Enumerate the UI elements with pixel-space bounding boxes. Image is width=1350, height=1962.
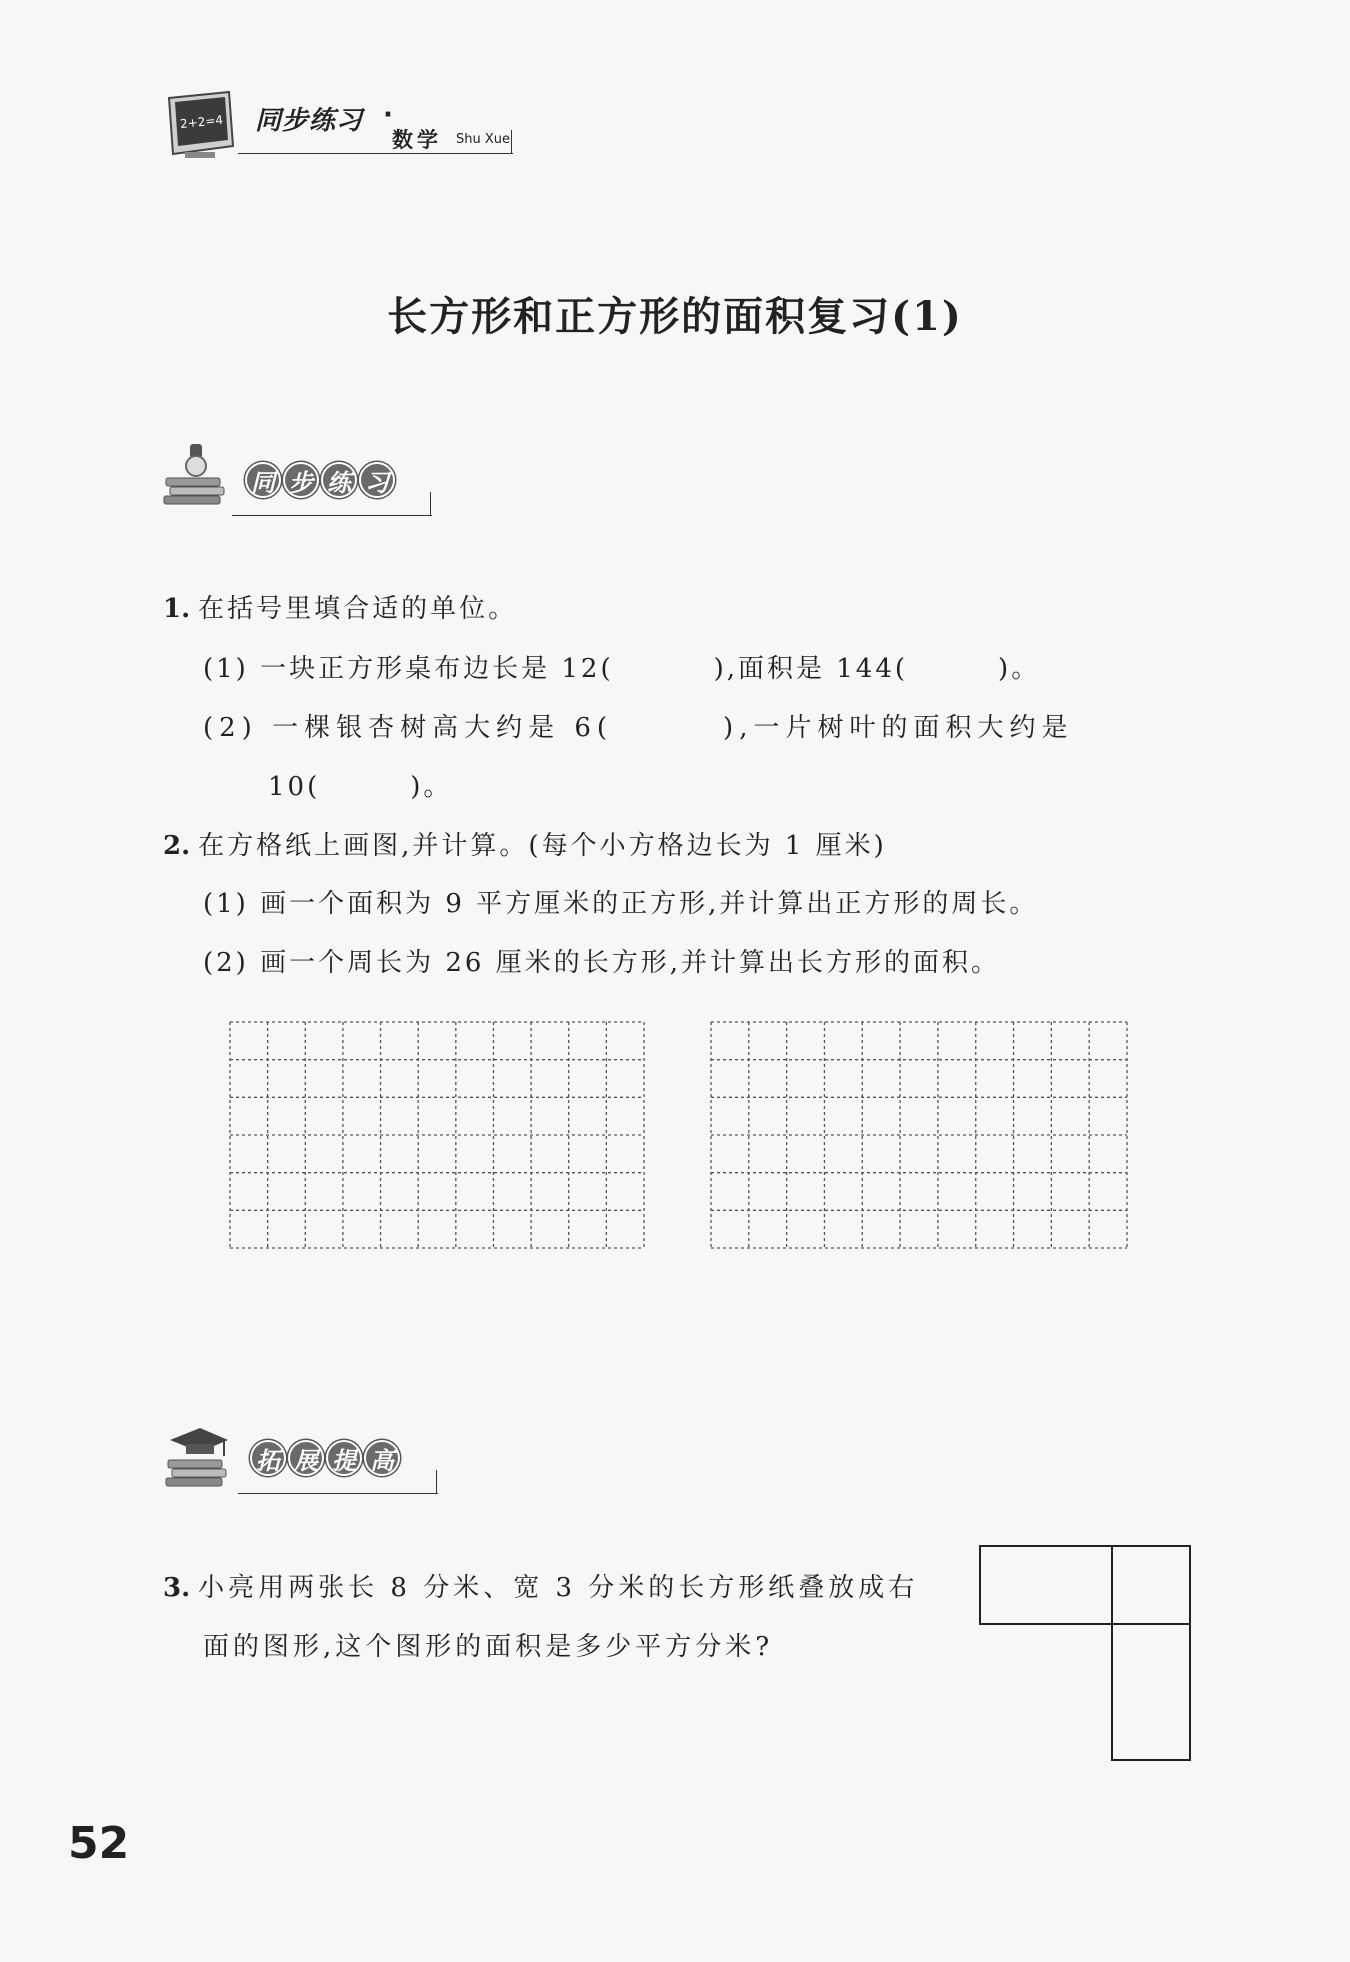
q1-1-text-a: (1) 一块正方形桌布边长是 12( <box>203 654 614 684</box>
question-number: 1. <box>163 594 191 624</box>
series-title: 同步练习 <box>255 106 364 136</box>
subject-label: 数学 <box>392 128 442 152</box>
q1-2-text-c: 10( <box>268 772 321 802</box>
section-extension-tick <box>436 1470 437 1494</box>
section-practice-tick <box>430 492 431 516</box>
question-1 <box>163 588 517 625</box>
section-practice-char: 步 <box>283 462 319 498</box>
section-extension-underline <box>238 1493 438 1494</box>
question-text: 在方格纸上画图,并计算。(每个小方格边长为 1 厘米) <box>198 831 887 861</box>
section-practice-char: 习 <box>359 462 395 498</box>
header-underline-tick <box>511 130 512 154</box>
grid-paper-left[interactable] <box>229 1021 645 1249</box>
q1-2-text-a: (2) 一棵银杏树高大约是 6( <box>203 713 614 743</box>
question-3-line-2: 面的图形,这个图形的面积是多少平方分米? <box>203 1632 774 1662</box>
question-number: 2. <box>163 831 191 861</box>
books-cap-icon <box>160 1420 230 1490</box>
section-practice-char: 练 <box>321 462 357 498</box>
blackboard-icon <box>163 90 237 162</box>
grid-paper-right[interactable] <box>710 1021 1128 1249</box>
section-practice-label <box>245 462 395 498</box>
header-underline <box>238 153 513 154</box>
question-3-line-1 <box>163 1567 918 1604</box>
q1-1-text-b: ),面积是 144( <box>713 654 909 684</box>
section-extension-char: 高 <box>364 1440 400 1476</box>
question-2-part-2: (2) 画一个周长为 26 厘米的长方形,并计算出长方形的面积。 <box>203 948 1000 978</box>
question-text: 小亮用两张长 8 分米、宽 3 分米的长方形纸叠放成右 <box>198 1573 919 1603</box>
section-extension-char: 提 <box>326 1440 362 1476</box>
question-1-part-2 <box>203 707 1073 744</box>
question-text: 在括号里填合适的单位。 <box>198 594 518 624</box>
page-title: 长方形和正方形的面积复习(1) <box>387 293 963 340</box>
page-number: 52 <box>68 1818 130 1869</box>
question-1-part-1 <box>203 648 1040 685</box>
section-extension-char: 拓 <box>250 1440 286 1476</box>
section-extension-label <box>250 1440 400 1476</box>
subject-pinyin: Shu Xue <box>456 132 511 147</box>
overlapping-rectangles-figure <box>978 1544 1194 1764</box>
q1-2-text-d: )。 <box>410 772 453 802</box>
question-2-part-1: (1) 画一个面积为 9 平方厘米的正方形,并计算出正方形的周长。 <box>203 889 1039 919</box>
section-extension-char: 展 <box>288 1440 324 1476</box>
header-dot: · <box>383 100 393 130</box>
section-practice-underline <box>232 515 432 516</box>
q1-1-text-c: )。 <box>998 654 1041 684</box>
question-2 <box>163 825 887 862</box>
q1-2-text-b: ),一片树叶的面积大约是 <box>723 713 1074 743</box>
section-practice-char: 同 <box>245 462 281 498</box>
question-1-part-2-cont <box>268 766 452 803</box>
blackboard-text: 2+2=4 <box>179 112 224 132</box>
books-lamp-icon <box>160 440 230 510</box>
question-number: 3. <box>163 1573 191 1603</box>
